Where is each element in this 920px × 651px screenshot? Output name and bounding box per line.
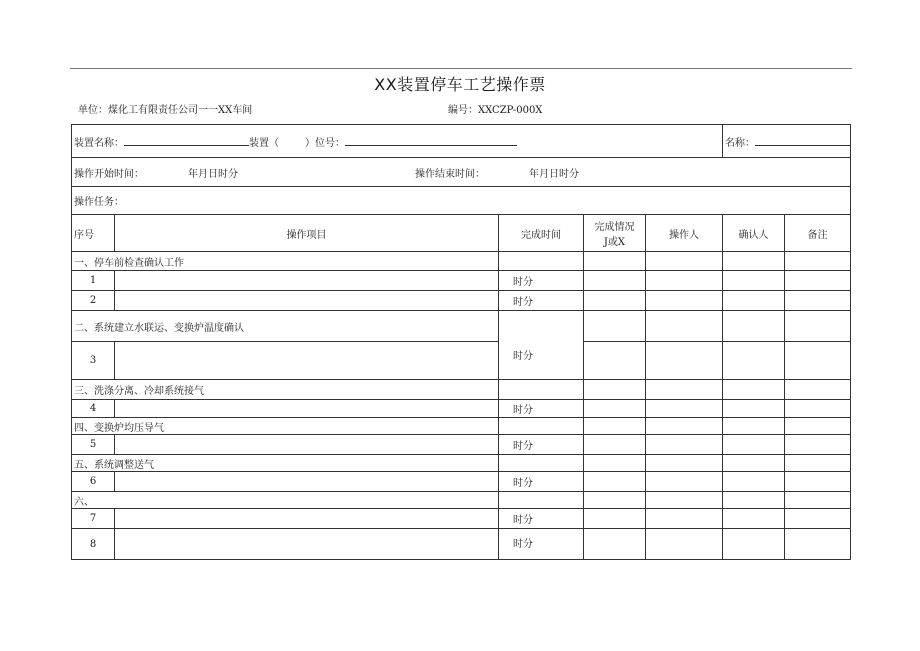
task-row	[72, 187, 851, 215]
row-time[interactable]: 时分	[499, 509, 584, 529]
col-remark: 备注	[785, 215, 851, 252]
table-row	[72, 509, 851, 529]
operation-ticket-table	[71, 124, 851, 560]
time-row	[72, 158, 851, 187]
section-row	[72, 252, 851, 271]
name-cell	[723, 125, 851, 158]
col-item: 操作项目	[115, 215, 499, 252]
task-cell[interactable]	[72, 187, 851, 215]
device-row	[72, 125, 851, 158]
section-row	[72, 311, 851, 342]
row-seq: 8	[72, 529, 115, 560]
section-title: 六、	[72, 492, 499, 509]
row-seq: 2	[72, 291, 115, 311]
device-label: 装置（	[249, 137, 279, 149]
row-time[interactable]: 时分	[499, 435, 584, 455]
row-seq: 3	[72, 342, 115, 380]
device-name-field[interactable]	[124, 135, 249, 146]
row-time[interactable]: 时分	[499, 311, 584, 380]
name-field[interactable]	[755, 135, 851, 146]
position-label: ）位号：	[305, 137, 345, 149]
col-confirmer: 确认人	[723, 215, 785, 252]
table-row	[72, 435, 851, 455]
name-label: 名称：	[725, 137, 756, 149]
row-time[interactable]: 时分	[499, 271, 584, 291]
col-status	[584, 215, 646, 252]
top-rule	[70, 68, 852, 69]
start-label: 操作开始时间：	[74, 168, 144, 180]
device-name-label: 装置名称：	[74, 137, 124, 149]
section-row	[72, 418, 851, 435]
section-row	[72, 492, 851, 509]
task-label: 操作任务：	[74, 197, 124, 208]
col-status-label: 完成情况	[594, 222, 635, 233]
table-row	[72, 529, 851, 560]
end-label: 操作结束时间：	[415, 168, 485, 180]
row-time[interactable]: 时分	[499, 472, 584, 492]
position-field[interactable]	[345, 135, 517, 146]
row-time[interactable]: 时分	[499, 291, 584, 311]
table-row	[72, 472, 851, 492]
table-row	[72, 342, 851, 380]
section-row	[72, 380, 851, 400]
table-row	[72, 400, 851, 418]
row-seq: 4	[72, 400, 115, 418]
code-line: 编号：XXCZP-000X	[448, 105, 543, 116]
header-row	[72, 215, 851, 252]
end-value[interactable]: 年月日时分	[529, 168, 579, 180]
start-value[interactable]: 年月日时分	[188, 168, 238, 180]
table-row	[72, 291, 851, 311]
row-seq: 1	[72, 271, 115, 291]
row-seq: 6	[72, 472, 115, 492]
time-cell	[72, 158, 851, 187]
section-row	[72, 455, 851, 472]
col-seq: 序号	[72, 215, 115, 252]
row-seq: 7	[72, 509, 115, 529]
table-row	[72, 271, 851, 291]
section-title: 一、停车前检查确认工作	[72, 252, 499, 271]
section-title: 五、系统调整送气	[72, 455, 499, 472]
section-title: 二、系统建立水联运、变换炉温度确认	[72, 311, 499, 342]
section-title: 四、变换炉均压导气	[72, 418, 499, 435]
col-operator: 操作人	[646, 215, 723, 252]
col-time: 完成时间	[499, 215, 584, 252]
row-time[interactable]: 时分	[499, 400, 584, 418]
unit-line: 单位：煤化工有限责任公司一一XX车间	[78, 105, 253, 116]
page-title: XX装置停车工艺操作票	[374, 75, 546, 94]
section-title: 三、洗涤分离、冷却系统接气	[72, 380, 499, 400]
device-cell	[72, 125, 723, 158]
row-seq: 5	[72, 435, 115, 455]
row-time[interactable]: 时分	[499, 529, 584, 560]
col-status-sub: J或X	[603, 237, 626, 248]
